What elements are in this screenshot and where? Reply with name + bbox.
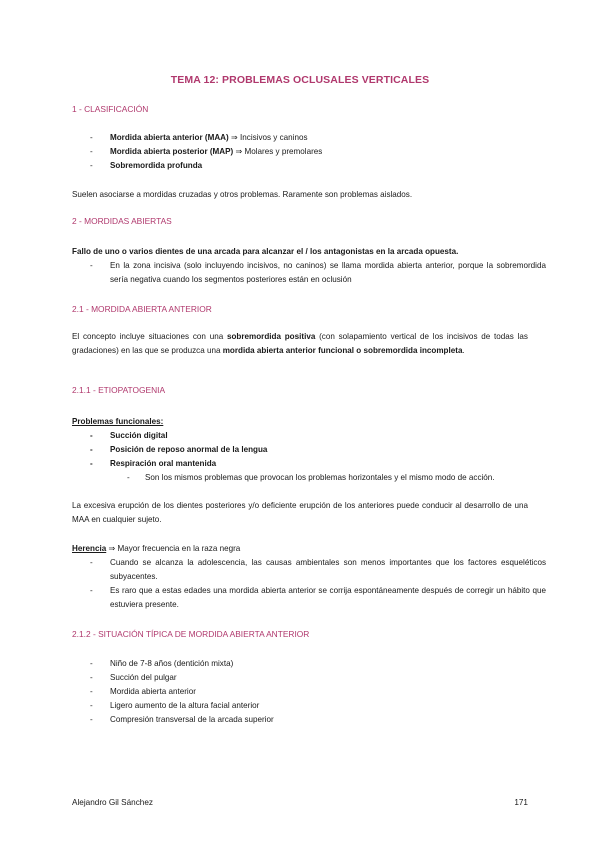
list-dash: - [90, 558, 93, 567]
list-dash: - [90, 147, 93, 156]
paragraph-erupcion: La excesiva erupción de los dientes posteriores y/o deficiente erupción de los anteriores puede conducir al desarrollo de una MAA en cualquier sujeto. [72, 501, 528, 524]
list-dash: - [90, 161, 93, 170]
paragraph-asociacion: Suelen asociarse a mordidas cruzadas y otros problemas. Raramente son problemas aislados. [72, 190, 413, 199]
definition-text: Fallo de uno o varios dientes de una arcada para alcanzar el / los antagonistas en la arcada opuesta. [72, 247, 459, 256]
sub-list-item: - Son los mismos problemas que provocan los problemas horizontales y el mismo modo de acción. [127, 471, 530, 499]
list-item: - Es raro que a estas edades una mordida abierta anterior se corrija espontáneamente después de corregir un hábito que estuviera presente. [90, 586, 546, 609]
list-dash: - [90, 261, 93, 270]
heading-mordida-abierta-anterior: 2.1 - MORDIDA ABIERTA ANTERIOR [72, 304, 212, 314]
list-dash: - [90, 715, 93, 724]
footer-page-number: 171 [514, 798, 528, 807]
label-problemas-funcionales: Problemas funcionales: [72, 417, 164, 426]
list-dash: - [90, 459, 93, 468]
herencia-line: Herencia ⇒ Mayor frecuencia en la raza negra [72, 544, 241, 553]
heading-mordidas-abiertas: 2 - MORDIDAS ABIERTAS [72, 216, 172, 226]
list-dash: - [90, 586, 93, 595]
list-dash: - [90, 659, 93, 668]
page-title: TEMA 12: PROBLEMAS OCLUSALES VERTICALES [170, 74, 430, 86]
list-item: - En la zona incisiva (solo incluyendo incisivos, no caninos) se llama mordida abierta anterior, porque la sobremordida sería negativa cuando los segmentos posteriores están en oclusión [90, 261, 546, 284]
paragraph-concepto: El concepto incluye situaciones con una sobremordida positiva (con solapamiento vertical de los incisivos de todas las gradaciones) en las que se produzca una mordida abierta anterior funcional o sobremordida incompleta. [72, 332, 528, 355]
footer-author: Alejandro Gil Sánchez [72, 798, 154, 807]
heading-situacion-tipica: 2.1.2 - SITUACIÓN TÍPICA DE MORDIDA ABIERTA ANTERIOR [72, 629, 310, 639]
list-dash: - [90, 133, 93, 142]
list-item: - Cuando se alcanza la adolescencia, las causas ambientales son menos importantes que los factores esqueléticos subyacentes. [90, 558, 546, 581]
heading-etiopatogenia: 2.1.1 - ETIOPATOGENIA [72, 385, 166, 395]
document-page: TEMA 12: PROBLEMAS OCLUSALES VERTICALES 1 - CLASIFICACIÓN - Mordida abierta anterior (MAA) ⇒ Incisivos y caninos - Mordida abierta posterior (MAP) ⇒ Molares y premolares - Sobremordida profunda Suelen asociarse a mordidas cruzadas y otros problemas. Raramente son problemas aislados. 2 - MORDIDAS ABIERTAS Fallo de uno o varios dientes de una arcada para alcanzar el / los antagonistas en la arcada opuesta. - En la zona incisiva (solo incluyendo incisivos, no caninos) se llama mordida abierta anterior, porque la sobremordida sería negativa cuando los segmentos posteriores están en oclusión 2.1 - MORDIDA ABIERTA ANTERIOR El concepto incluye situaciones con una sobremordida positiva (con solapamiento vertical de los incisivos de todas las gradaciones) en las que se produzca una mordida abierta anterior funcional o sobremordida incompleta. 2.1.1 - ETIOPATOGENIA Problemas funcionales: - Succión digital - Posición de reposo anormal de la lengua - Respiración oral mantenida - Son los mismos problemas que provocan los problemas horizontales y el mismo modo de acción. La excesiva erupción de los dientes posteriores y/o deficiente erupción de los anteriores puede conducir al desarrollo de una MAA en cualquier sujeto. Herencia ⇒ Mayor frecuencia en la raza negra - Cuando se alcanza la adolescencia, las causas ambientales son menos importantes que los factores esqueléticos subyacentes. - Es raro que a estas edades una mordida abierta anterior se corrija espontáneamente después de corregir un hábito que estuviera presente. 2.1.2 - SITUACIÓN TÍPICA DE MORDIDA ABIERTA ANTERIOR - Niño de 7-8 años (dentición mixta) - Succión del pulgar - Mordida abierta anterior - Ligero aumento de la altura facial anterior - Compresión transversal de la arcada superior Alejandro Gil Sánchez 171 [0, 0, 600, 848]
list-dash: - [90, 673, 93, 682]
list-dash: - [127, 473, 130, 482]
heading-clasificacion: 1 - CLASIFICACIÓN [72, 104, 149, 114]
list-dash: - [90, 431, 93, 440]
list-dash: - [90, 701, 93, 710]
list-dash: - [90, 687, 93, 696]
list-dash: - [90, 445, 93, 454]
